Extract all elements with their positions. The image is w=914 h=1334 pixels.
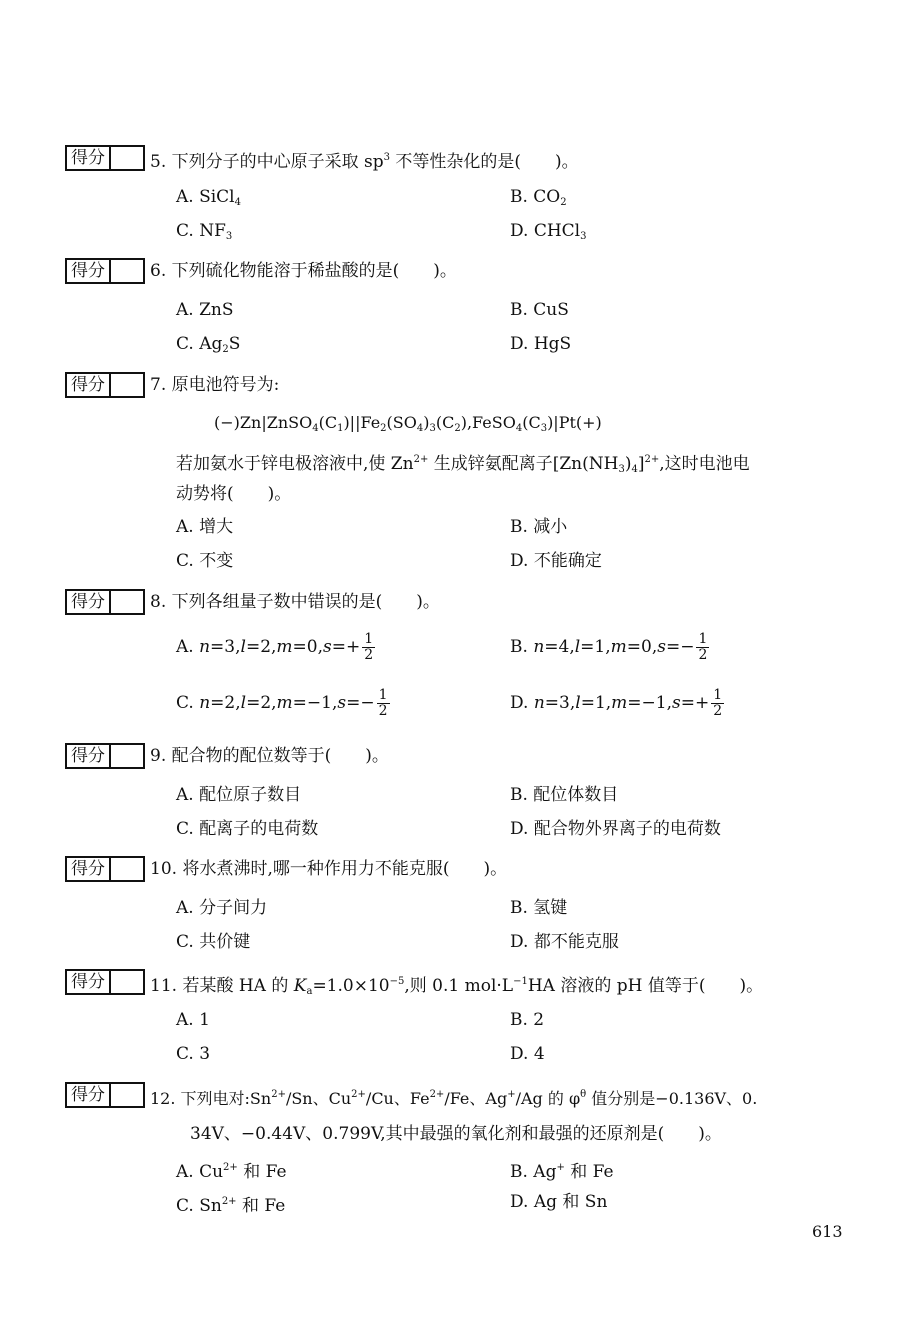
q12-option-b: B. Ag+ 和 Fe — [510, 1162, 614, 1182]
q11-option-d: D. 4 — [510, 1044, 545, 1064]
score-label: 得分 — [67, 374, 111, 396]
score-box — [65, 969, 145, 995]
score-label: 得分 — [67, 147, 111, 169]
q12-option-a: A. $Cu^{2+}$ 和 Fe — [176, 1162, 287, 1182]
q7-option-a: A. 增大 — [176, 517, 234, 537]
question-7-text: 若加氨水于锌电极溶液中,使 $Zn^{2+}$ 生成锌氨配离子$[Zn(NH_3)_4]^{2+}$,这时电池电 — [176, 454, 750, 475]
score-box — [65, 856, 145, 882]
q10-option-a: A. 分子间力 — [176, 898, 268, 918]
question-12-stem: 12. 下列电对$:Sn^{2+}/Sn$、$Cu^{2+}/Cu$、$Fe^{2+}/Fe$、Ag+/Ag 的 $\varphi^\theta$ 值分别是−0.136V、0. — [150, 1089, 758, 1108]
q5-option-c: C. $NF_3$ — [176, 221, 233, 242]
q7-option-b: B. 减小 — [510, 517, 568, 537]
score-label: 得分 — [67, 971, 111, 993]
q10-option-b: B. 氢键 — [510, 898, 568, 918]
q6-option-b: B. CuS — [510, 300, 569, 320]
score-box — [65, 1082, 145, 1108]
q9-option-d: D. 配合物外界离子的电荷数 — [510, 819, 721, 839]
question-10-stem: 10. 将水煮沸时,哪一种作用力不能克服( )。 — [150, 859, 508, 879]
q9-option-b: B. 配位体数目 — [510, 785, 619, 805]
q8-option-c: C. n=2,l=2,m=−1,s=− $\frac{1}{2}$ — [176, 687, 388, 719]
score-box — [65, 372, 145, 398]
q7-option-d: D. 不能确定 — [510, 551, 602, 571]
q12-option-d: D. Ag 和 Sn — [510, 1192, 608, 1212]
page-number: 613 — [812, 1222, 843, 1241]
q10-option-c: C. 共价键 — [176, 932, 251, 952]
q8-option-b: B. n=4,l=1,m=0,s=− $\frac{1}{2}$ — [510, 631, 708, 663]
q11-option-a: A. 1 — [176, 1010, 210, 1030]
score-box — [65, 258, 145, 284]
fraction: $\frac{1}{2}$ — [378, 687, 388, 719]
question-5-stem: 5. 下列分子的中心原子采取 $sp^3$ 不等性杂化的是( )。 — [150, 152, 579, 172]
q5-option-d: D. CHCl$_3$ — [510, 221, 587, 242]
question-12-text-cont: 34V、−0.44V、0.799V,其中最强的氧化剂和最强的还原剂是( )。 — [190, 1124, 722, 1144]
question-9-stem: 9. 配合物的配位数等于( )。 — [150, 746, 389, 766]
question-11-stem: 11. 若某酸 HA 的 $K_a=1.0\times 10^{-5}$,则 0.1 $mol\cdot L^{-1}HA$ 溶液的 pH 值等于( )。 — [150, 976, 764, 997]
score-box — [65, 589, 145, 615]
question-8-stem: 8. 下列各组量子数中错误的是( )。 — [150, 592, 440, 612]
q11-option-b: B. 2 — [510, 1010, 545, 1030]
score-label: 得分 — [67, 591, 111, 613]
score-label: 得分 — [67, 260, 111, 282]
question-7-stem: 7. 原电池符号为: — [150, 375, 280, 395]
q8-option-a: A. n=3,l=2,m=0,s=+ $\frac{1}{2}$ — [176, 631, 374, 663]
score-label: 得分 — [67, 1084, 111, 1106]
q6-option-c: C. $Ag_2S$ — [176, 334, 241, 355]
q5-option-b: B. $CO_2$ — [510, 187, 567, 208]
fraction: $\frac{1}{2}$ — [713, 687, 723, 719]
fraction: $\frac{1}{2}$ — [364, 631, 374, 663]
q12-option-c: C. $Sn^{2+}$ 和 Fe — [176, 1196, 286, 1216]
q7-option-c: C. 不变 — [176, 551, 234, 571]
question-7-text-cont: 动势将( )。 — [176, 484, 292, 504]
q6-option-a: A. ZnS — [176, 300, 234, 320]
q9-option-a: A. 配位原子数目 — [176, 785, 302, 805]
q5-option-a: A. SiCl$_4$ — [176, 187, 241, 208]
question-6-stem: 6. 下列硫化物能溶于稀盐酸的是( )。 — [150, 261, 457, 281]
fraction: $\frac{1}{2}$ — [698, 631, 708, 663]
q9-option-c: C. 配离子的电荷数 — [176, 819, 319, 839]
score-label: 得分 — [67, 745, 111, 767]
q8-option-d: D. n=3,l=1,m=−1,s=+ $\frac{1}{2}$ — [510, 687, 723, 719]
score-box — [65, 145, 145, 171]
q6-option-d: D. HgS — [510, 334, 572, 354]
score-label: 得分 — [67, 858, 111, 880]
q11-option-c: C. 3 — [176, 1044, 211, 1064]
cell-notation: $(-)Zn|ZnSO_4(C_1)||Fe_2(SO_4)_3(C_2),FeSO_4(C_3)|Pt(+)$ — [214, 413, 602, 434]
q10-option-d: D. 都不能克服 — [510, 932, 619, 952]
score-box — [65, 743, 145, 769]
